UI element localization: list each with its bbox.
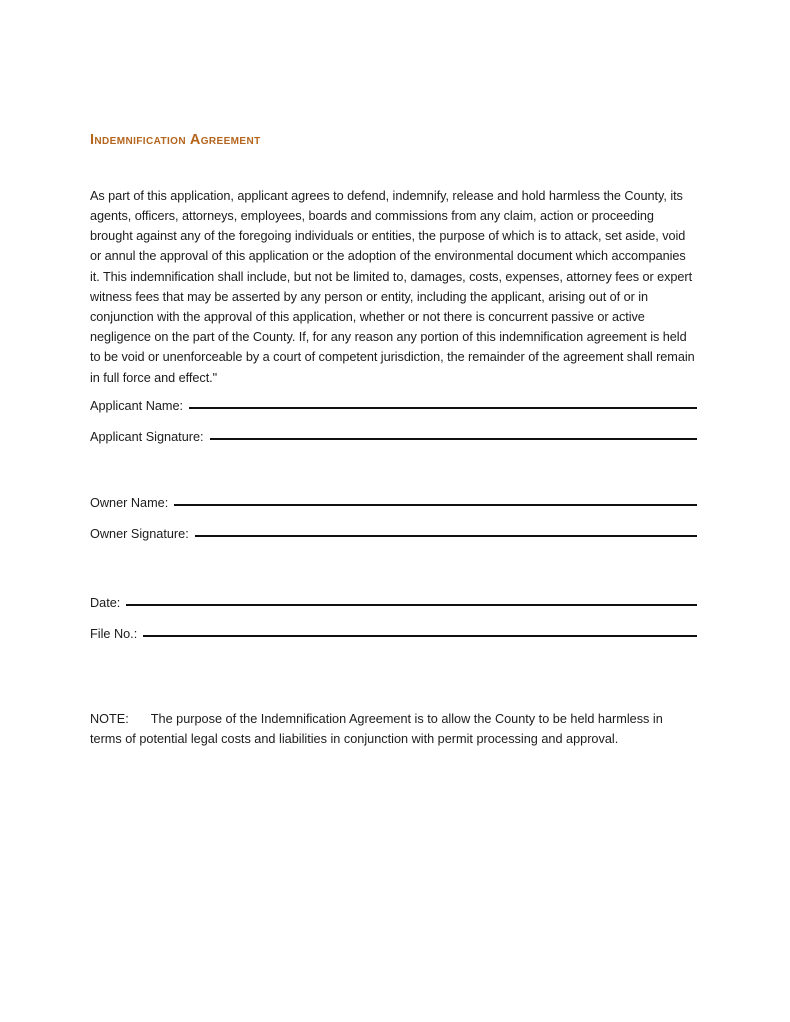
signature-line-applicant-signature[interactable] (210, 438, 697, 440)
signature-line-owner-signature[interactable] (195, 535, 697, 537)
signature-line-applicant-name[interactable] (189, 407, 697, 409)
filing-field-group (90, 595, 697, 657)
field-applicant-signature[interactable] (90, 429, 697, 460)
owner-field-group (90, 495, 697, 557)
note-block (90, 709, 697, 749)
field-applicant-name[interactable] (90, 398, 697, 429)
indemnification-paragraph: As part of this application, applicant agrees to defend, indemnify, release and hold harmless the County, its agents, officers, attorneys, employees, boards and commissions from any claim, action or proceeding brought against any of the foregoing individuals or entities, the purpose of which is to attack, set aside, void or annul the approval of this application or the adoption of the environmental document which accompanies it. This indemnification shall include, but not be limited to, damages, costs, expenses, attorney fees or expert witness fees that may be asserted by any person or entity, including the applicant, arising out of or in conjunction with the approval of this application, whether or not there is concurrent passive or active negligence on the part of the County. If, for any reason any portion of this indemnification agreement is held to be void or unenforceable by a court of competent jurisdiction, the remainder of the agreement shall remain in full force and effect." (90, 188, 695, 385)
note-text: The purpose of the Indemnification Agreement is to allow the County to be held harmless in terms of potential legal costs and liabilities in conjunction with permit processing and approval. (90, 711, 663, 746)
field-label-file-no: File No.: (90, 627, 138, 641)
field-label-date: Date: (90, 596, 121, 610)
field-label-owner-name: Owner Name: (90, 496, 169, 510)
note-label: NOTE: (90, 711, 129, 726)
field-label-applicant-name: Applicant Name: (90, 399, 184, 413)
applicant-field-group (90, 398, 697, 460)
field-owner-name[interactable] (90, 495, 697, 526)
signature-line-file-no[interactable] (143, 635, 697, 637)
field-file-no[interactable] (90, 626, 697, 657)
field-date[interactable] (90, 595, 697, 626)
field-owner-signature[interactable] (90, 526, 697, 557)
signature-line-date[interactable] (126, 604, 697, 606)
field-label-owner-signature: Owner Signature: (90, 527, 189, 541)
field-label-applicant-signature: Applicant Signature: (90, 430, 204, 444)
signature-line-owner-name[interactable] (174, 504, 697, 506)
page-title: Indemnification Agreement (90, 131, 261, 148)
